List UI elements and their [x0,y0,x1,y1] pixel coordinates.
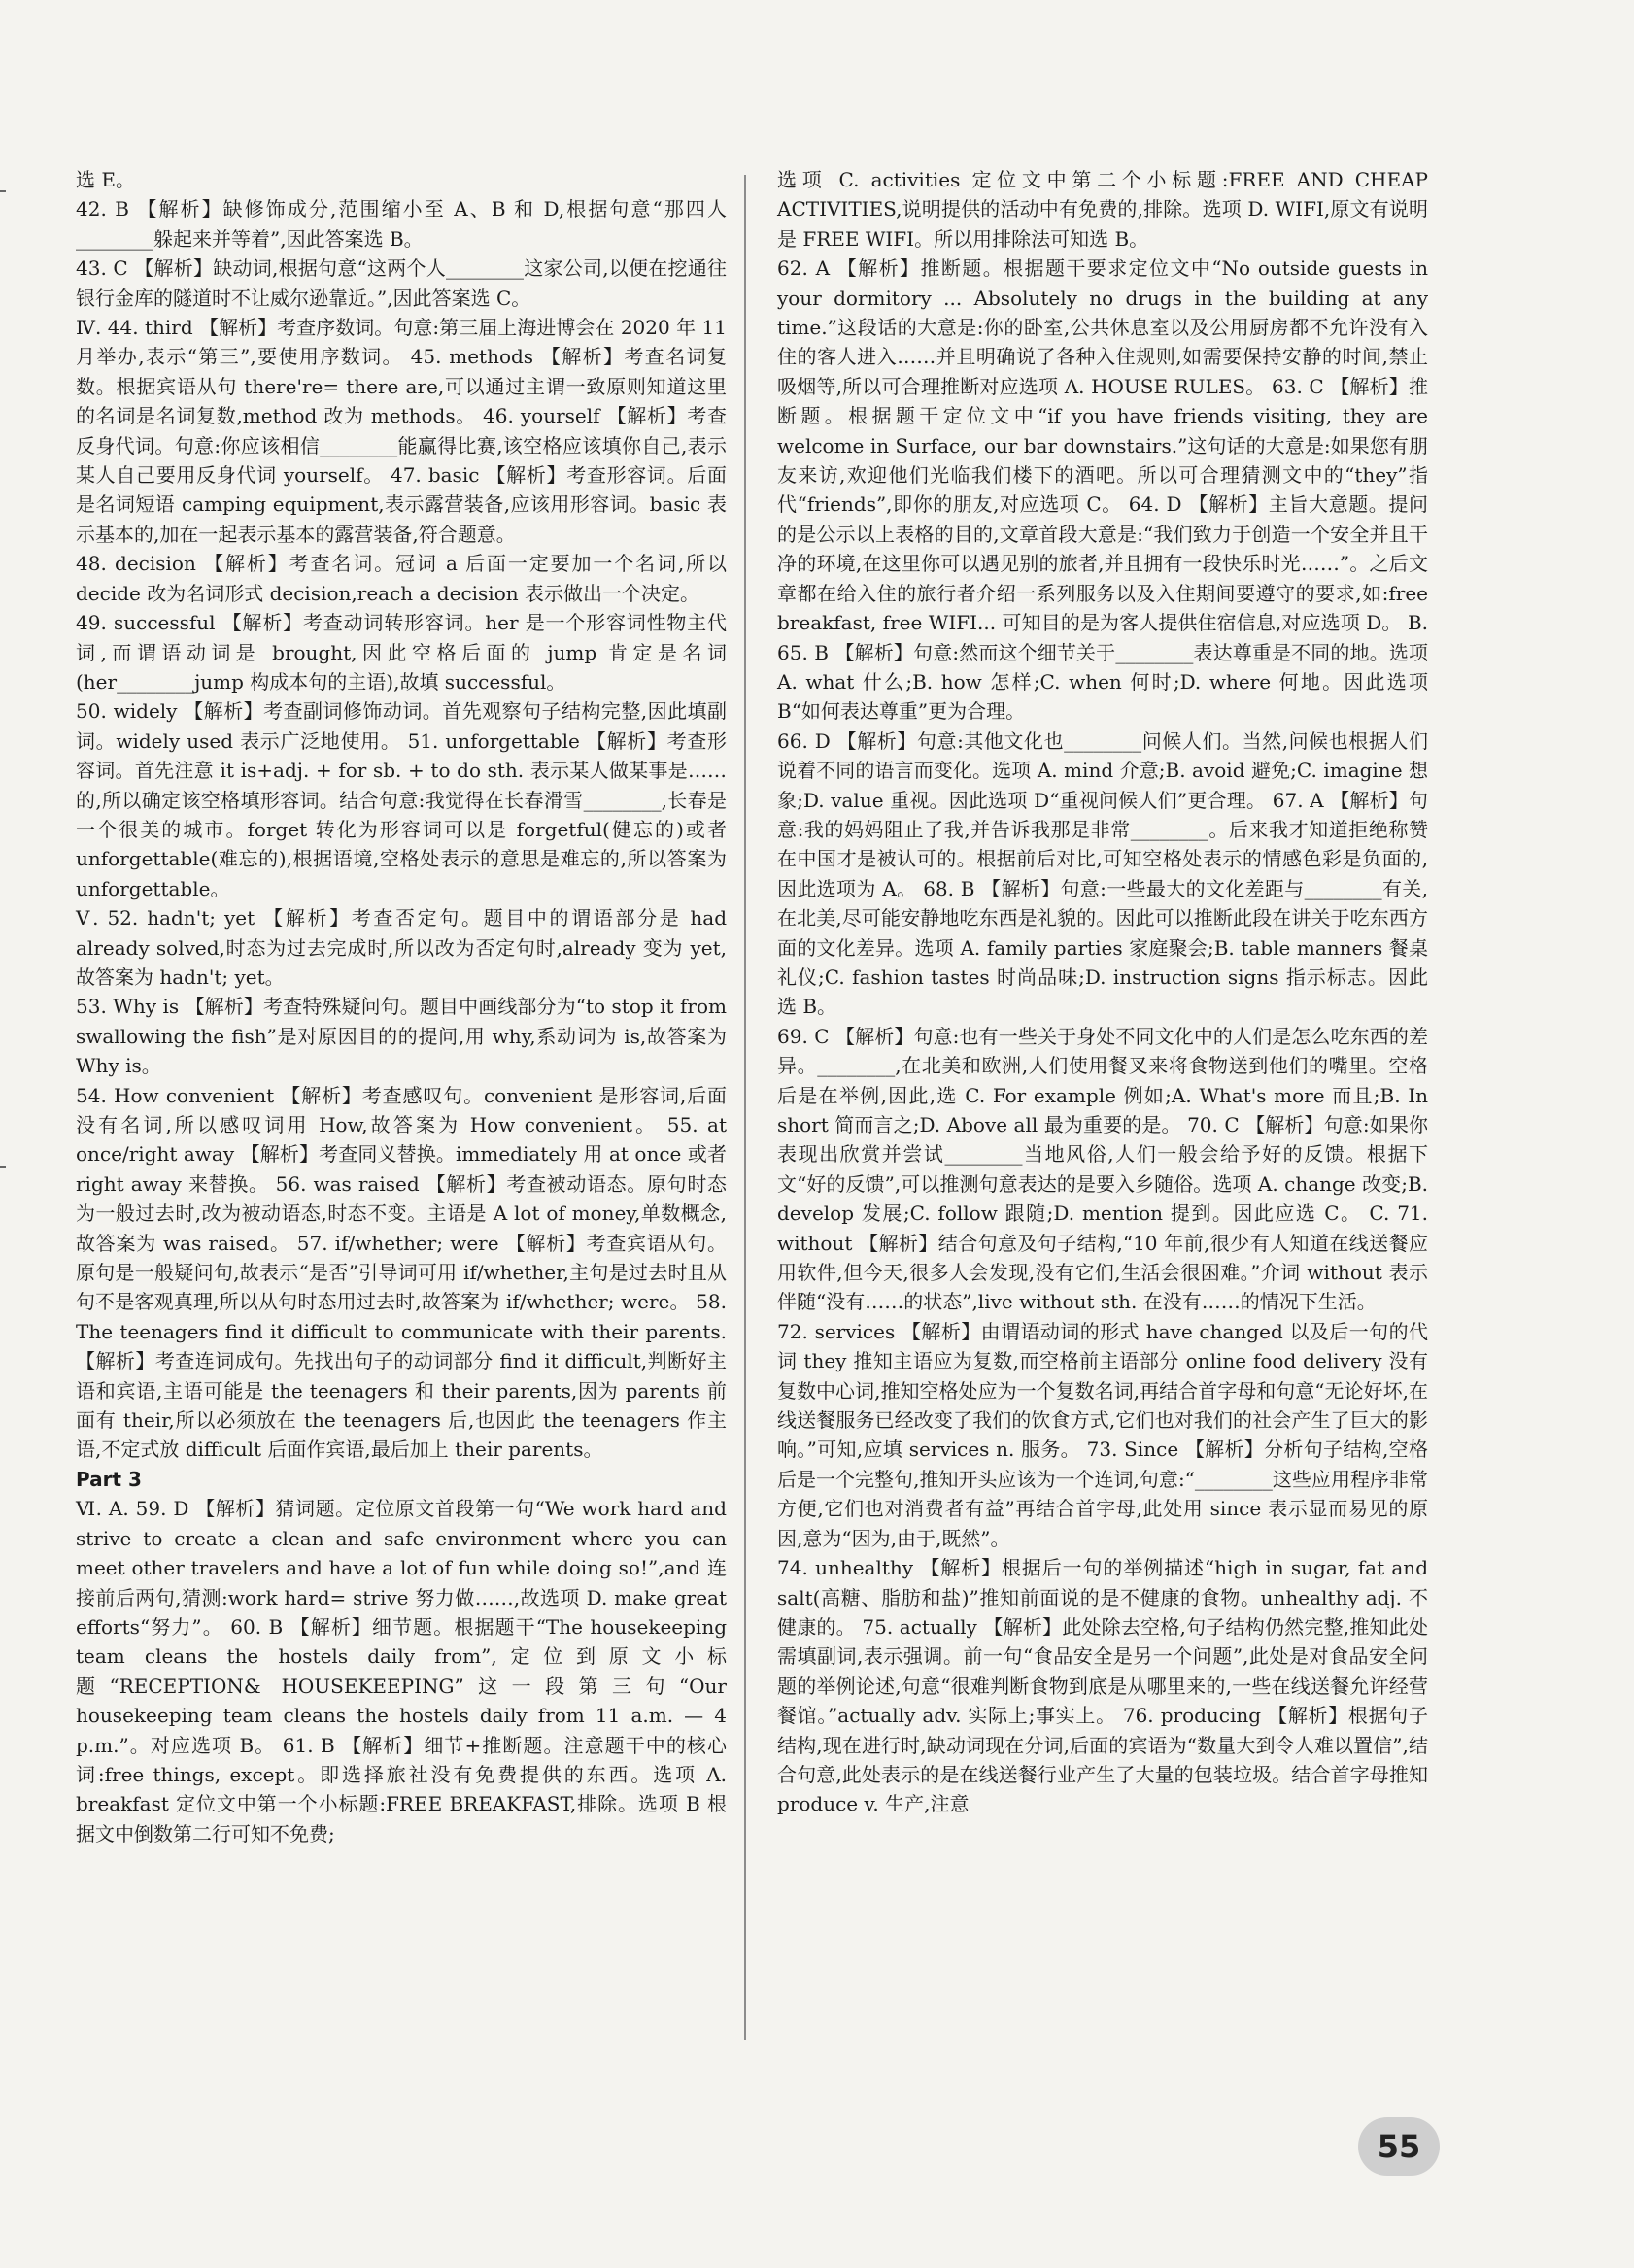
binding-mark [0,1166,6,1168]
binding-mark [0,190,6,192]
paragraph: 54. How convenient 【解析】考查感叹句。convenient 是形容词,后面没有名词,所以感叹词用 How,故答案为 How convenient。 55. at once/right away 【解析】考查同义替换。immediately 用 at once 或者 right away 来替换。 56. was raised 【解析】考查被动语态。原句时态为一般过去时,改为被动语态,时态不变。主语是 A lot of money,单数概念,故答案为 was raised。 57. if/whether; were 【解析】考查宾语从句。原句是一般疑问句,故表示“是否”引导词可用 if/whether,主句是过去时且从句不是客观真理,所以从句时态用过去时,故答案为 if/whether; were。 58. The teenagers find it difficult to communicate with their parents. 【解析】考查连词成句。先找出句子的动词部分 find it difficult,判断好主语和宾语,主语可能是 the teenagers 和 their parents,因为 parents 前面有 their,所以必须放在 the teenagers 后,也因此 the teenagers 作主语,不定式放 difficult 后面作宾语,最后加上 their parents。 [76,1083,727,1462]
paragraph: 72. services 【解析】由谓语动词的形式 have changed 以及后一句的代词 they 推知主语应为复数,而空格前主语部分 online food delivery 没有复数中心词,推知空格处应为一个复数名词,再结合首字母和句意“无论好坏,在线送餐服务已经改变了我们的饮食方式,它们也对我们的社会产生了巨大的影响。”可知,应填 services n. 服务。 73. Since 【解析】分析句子结构,空格后是一个完整句,推知开头应该为一个连词,句意:“________这些应用程序非常方便,它们也对消费者有益”再结合首字母,此处用 since 表示显而易见的原因,意为“因为,由于,既然”。 [777,1319,1428,1550]
paragraph: 74. unhealthy 【解析】根据后一句的举例描述“high in sugar, fat and salt(高糖、脂肪和盐)”推知前面说的是不健康的食物。unhealthy adj. 不健康的。 75. actually 【解析】此处除去空格,句子结构仍然完整,推知此处需填副词,表示强调。前一句“食品安全是另一个问题”,此处是对食品安全问题的举例论述,句意“很难判断食物到底是从哪里来的,一些在线送餐允许经营餐馆。”actually adv. 实际上;事实上。 76. producing 【解析】根据句子结构,现在进行时,缺动词现在分词,后面的宾语为“数量大到令人难以置信”,结合句意,此处表示的是在线送餐行业产生了大量的包装垃圾。结合首字母推知 produce v. 生产,注意 [777,1556,1428,1816]
paragraph: Ⅴ. 52. hadn't; yet 【解析】考查否定句。题目中的谓语部分是 had already solved,时态为过去完成时,所以改为否定句时,already 变为 yet,故答案为 hadn't; yet。 [76,906,727,989]
paragraph: 62. A 【解析】推断题。根据题干要求定位文中“No outside guests in your dormitory ... Absolutely no drugs in the building at any time.”这段话的大意是:你的卧室,公共休息室以及公用厨房都不允许没有入住的客人进入……并且明确说了各种入住规则,如需要保持安静的时间,禁止吸烟等,所以可合理推断对应选项 A. HOUSE RULES。 63. C 【解析】推断题。根据题干定位文中“if you have friends visiting, they are welcome in Surface, our bar downstairs.”这句话的大意是:如果您有朋友来访,欢迎他们光临我们楼下的酒吧。所以可合理猜测文中的“they”指代“friends”,即你的朋友,对应选项 C。 64. D 【解析】主旨大意题。提问的是公示以上表格的目的,文章首段大意是:“我们致力于创造一个安全并且干净的环境,在这里你可以遇见别的旅者,并且拥有一段快乐时光……”。之后文章都在给入住的旅行者介绍一系列服务以及入住期间要遵守的要求,如:free breakfast, free WIFI... 可知目的是为客人提供住宿信息,对应选项 D。 B. 65. B 【解析】句意:然而这个细节关于________表达尊重是不同的地。选项 A. what 什么;B. how 怎样;C. when 何时;D. where 何地。因此选项 B“如何表达尊重”更为合理。 [777,256,1428,724]
paragraph: 选项 C. activities 定位文中第二个小标题:FREE AND CHEAP ACTIVITIES,说明提供的活动中有免费的,排除。选项 D. WIFI,原文有说明是 FREE WIFI。所以用排除法可知选 B。 [777,168,1428,251]
paragraph: 50. widely 【解析】考查副词修饰动词。首先观察句子结构完整,因此填副词。widely used 表示广泛地使用。 51. unforgettable 【解析】考查形容词。首先注意 it is+adj. + for sb. + to do sth. 表示某人做某事是……的,所以确定该空格填形容词。结合句意:我觉得在长春滑雪________,长春是一个很美的城市。forget 转化为形容词可以是 forgetful(健忘的)或者 unforgettable(难忘的),根据语境,空格处表示的意思是难忘的,所以答案为 unforgettable。 [76,699,727,900]
paragraph: 42. B 【解析】缺修饰成分,范围缩小至 A、B 和 D,根据句意“那四人________躲起来并等着”,因此答案选 B。 [76,197,727,251]
part-heading: Part 3 [76,1467,142,1491]
paragraph: Ⅵ. A. 59. D 【解析】猜词题。定位原文首段第一句“We work hard and strive to create a clean and safe environment where you can meet other travelers and have a lot of fun while doing so!”,and 连接前后两句,猜测:work hard= strive 努力做……,故选项 D. make great efforts“努力”。 60. B 【解析】细节题。根据题干“The housekeeping team cleans the hostels daily from”,定位到原文小标题“RECEPTION& HOUSEKEEPING”这一段第三句“Our housekeeping team cleans the hostels daily from 11 a.m. — 4 p.m.”。对应选项 B。 61. B 【解析】细节+推断题。注意题干中的核心词:free things, except。即选择旅社没有免费提供的东西。选项 A. breakfast 定位文中第一个小标题:FREE BREAKFAST,排除。选项 B 根据文中倒数第二行可知不免费; [76,1497,727,1845]
page-number-badge: 55 [1358,2117,1440,2176]
paragraph: 选 E。 [76,168,135,191]
paragraph: Ⅳ. 44. third 【解析】考查序数词。句意:第三届上海进博会在 2020 年 11 月举办,表示“第三”,要使用序数词。 45. methods 【解析】考查名词复数。根据宾语从句 there're= there are,可以通过主谓一致原则知道这里的名词是名词复数,method 改为 methods。 46. yourself 【解析】考查反身代词。句意:你应该相信________能赢得比赛,该空格应该填你自己,表示某人自己要用反身代词 yourself。 47. basic 【解析】考查形容词。后面是名词短语 camping equipment,表示露营装备,应该用形容词。basic 表示基本的,加在一起表示基本的露营装备,符合题意。 [76,316,727,546]
column-divider [744,175,746,2040]
paragraph: 53. Why is 【解析】考查特殊疑问句。题目中画线部分为“to stop it from swallowing the fish”是对原因目的的提问,用 why,系动词为 is,故答案为 Why is。 [76,995,727,1078]
right-column [777,165,1428,1819]
paragraph: 66. D 【解析】句意:其他文化也________问候人们。当然,问候也根据人们说着不同的语言而变化。选项 A. mind 介意;B. avoid 避免;C. imagine 想象;D. value 重视。因此选项 D“重视问候人们”更合理。 67. A 【解析】句意:我的妈妈阻止了我,并告诉我那是非常________。后来我才知道拒绝称赞在中国才是被认可的。根据前后对比,可知空格处表示的情感色彩是负面的,因此选项为 A。 68. B 【解析】句意:一些最大的文化差距与________有关,在北美,尽可能安静地吃东西是礼貌的。因此可以推断此段在讲关于吃东西方面的文化差异。选项 A. family parties 家庭聚会;B. table manners 餐桌礼仪;C. fashion tastes 时尚品味;D. instruction signs 指示标志。因此选 B。 [777,728,1428,1019]
paragraph: 69. C 【解析】句意:也有一些关于身处不同文化中的人们是怎么吃东西的差异。________,在北美和欧洲,人们使用餐叉来将食物送到他们的嘴里。空格后是在举例,因此,选 C. For example 例如;A. What's more 而且;B. In short 简而言之;D. Above all 最为重要的是。 70. C 【解析】句意:如果你表现出欣赏并尝试________当地风俗,人们一般会给予好的反馈。根据下文“好的反馈”,可以推测句意表达的是要入乡随俗。选项 A. change 改变;B. develop 发展;C. follow 跟随;D. mention 提到。因此应选 C。 C. 71. without 【解析】结合句意及句子结构,“10 年前,很少有人知道在线送餐应用软件,但今天,很多人会发现,没有它们,生活会很困难。”介词 without 表示伴随“没有……的状态”,live without sth. 在没有……的情况下生活。 [777,1024,1428,1314]
paragraph: 48. decision 【解析】考查名词。冠词 a 后面一定要加一个名词,所以 decide 改为名词形式 decision,reach a decision 表示做出一个决定。 [76,552,727,605]
left-column [76,165,727,1848]
paragraph: 43. C 【解析】缺动词,根据句意“这两个人________这家公司,以便在挖通往银行金库的隧道时不让威尔逊靠近。”,因此答案选 C。 [76,256,727,310]
paragraph: 49. successful 【解析】考查动词转形容词。her 是一个形容词性物主代词,而谓语动词是 brought,因此空格后面的 jump 肯定是名词(her________jump 构成本句的主语),故填 successful。 [76,611,727,694]
